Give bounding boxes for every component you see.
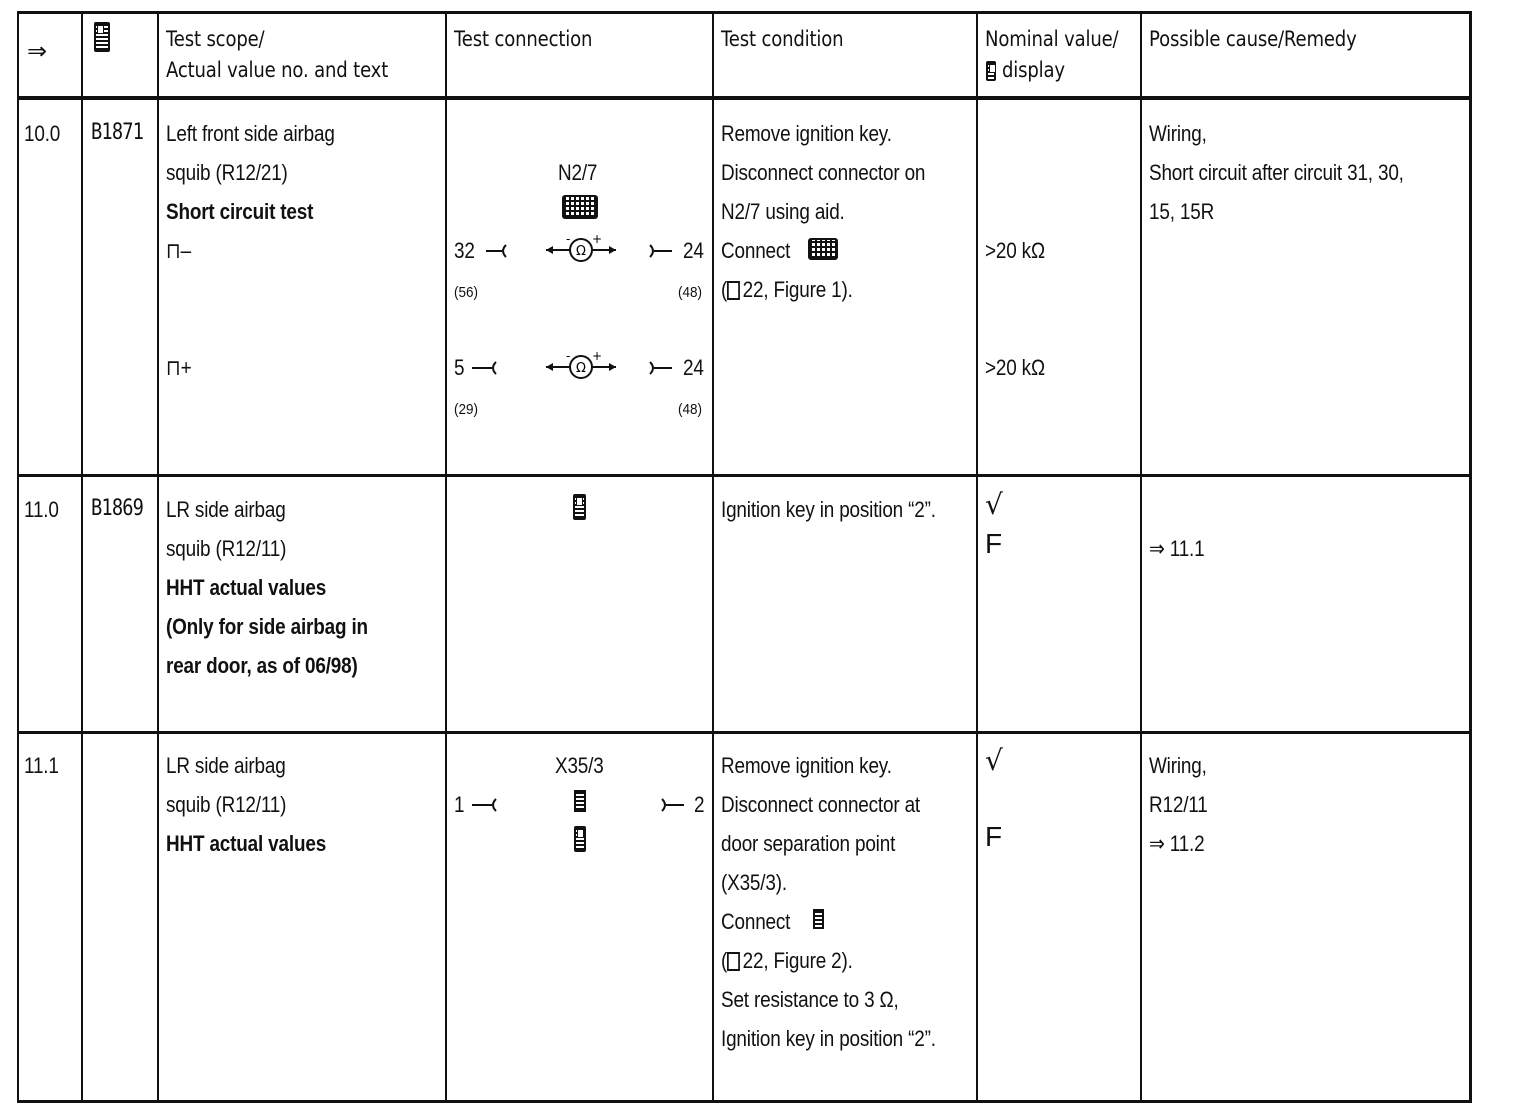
- fault-mark: F: [985, 821, 1003, 852]
- col-header-connection: Test connection: [454, 27, 593, 51]
- cause-text: Short circuit after circuit 31, 30,: [1149, 160, 1404, 185]
- condition-text: Ignition key in position “2”.: [721, 1026, 936, 1051]
- plug-left-icon: [470, 360, 502, 376]
- pin-left-sub: (56): [454, 284, 479, 301]
- svg-text:-: -: [566, 234, 571, 246]
- ohmmeter-icon: [544, 234, 618, 266]
- handheld-tester-icon: [94, 22, 110, 52]
- cause-text: ⇒ 11.2: [1149, 831, 1205, 856]
- plug-right-icon: [648, 243, 676, 259]
- arrow-icon: ⇒: [27, 37, 48, 65]
- svg-text:-: -: [566, 351, 571, 363]
- plug-left-icon: [484, 243, 512, 259]
- col-border: [1469, 11, 1472, 1103]
- condition-text: Remove ignition key.: [721, 753, 892, 778]
- pin-right-sub: (48): [678, 401, 703, 418]
- condition-text: door separation point: [721, 831, 896, 856]
- svg-text:Ω: Ω: [576, 361, 586, 376]
- contact-minus-symbol: ⊓–: [166, 238, 191, 263]
- scope-text: squib (R12/11): [166, 536, 287, 561]
- nominal-value: >20 kΩ: [985, 238, 1045, 263]
- nominal-value: >20 kΩ: [985, 355, 1045, 380]
- handheld-tester-icon: [573, 494, 586, 520]
- check-mark: √: [985, 488, 1003, 521]
- pin-left-sub: (29): [454, 401, 479, 418]
- cause-text: Wiring,: [1149, 753, 1207, 778]
- condition-ref: ( 22, Figure 2).: [721, 948, 853, 973]
- plug-right-icon: [660, 797, 688, 813]
- ohmmeter-icon: [544, 351, 618, 383]
- scope-text: LR side airbag: [166, 497, 286, 522]
- top-border: [17, 11, 1472, 14]
- adapter-icon: [813, 909, 824, 929]
- row-divider: [17, 474, 1472, 477]
- cause-text: ⇒ 11.1: [1149, 536, 1205, 561]
- handheld-tester-icon: [574, 826, 586, 852]
- condition-text: Remove ignition key.: [721, 121, 892, 146]
- pin-right: 24: [683, 355, 704, 380]
- col-header-cause: Possible cause/Remedy: [1149, 27, 1357, 51]
- scope-text: LR side airbag: [166, 753, 286, 778]
- scope-bold-text: HHT actual values: [166, 831, 327, 856]
- condition-text: Connect: [721, 238, 791, 263]
- fault-code: B1869: [91, 496, 144, 521]
- col-border: [81, 11, 83, 1103]
- condition-text: Disconnect connector on: [721, 160, 926, 185]
- col-header-nominal: Nominal value/: [985, 27, 1119, 51]
- pin-left: 32: [454, 238, 475, 263]
- col-header-scope-2: Actual value no. and text: [166, 58, 389, 82]
- pin-right-sub: (48): [678, 284, 703, 301]
- row-divider: [17, 731, 1472, 734]
- condition-text: Set resistance to 3 Ω,: [721, 987, 899, 1012]
- book-reference-icon: [727, 952, 740, 971]
- pin-right: 24: [683, 238, 704, 263]
- step-number: 11.0: [24, 497, 59, 522]
- step-number: 10.0: [24, 121, 61, 146]
- col-border: [157, 11, 159, 1103]
- svg-text:Ω: Ω: [576, 244, 586, 259]
- col-border: [712, 11, 714, 1103]
- col-header-scope: Test scope/: [166, 27, 265, 51]
- adapter-icon: [574, 790, 586, 812]
- fault-mark: F: [985, 528, 1003, 559]
- plug-left-icon: [470, 797, 502, 813]
- scope-text: squib (R12/21): [166, 160, 288, 185]
- col-header-nominal-2: display: [1002, 58, 1065, 82]
- col-border: [1140, 11, 1142, 1103]
- col-header-condition: Test condition: [721, 27, 844, 51]
- condition-text: Ignition key in position “2”.: [721, 497, 936, 522]
- col-border: [445, 11, 447, 1103]
- pin-left: 5: [454, 355, 465, 380]
- scope-text: Left front side airbag: [166, 121, 335, 146]
- cause-text: R12/11: [1149, 792, 1208, 817]
- condition-ref: ( 22, Figure 1).: [721, 277, 853, 302]
- header-divider: [17, 96, 1472, 100]
- connector-label: N2/7: [558, 160, 598, 185]
- cause-text: 15, 15R: [1149, 199, 1215, 224]
- col-border: [976, 11, 978, 1103]
- contact-plus-symbol: ⊓+: [166, 355, 192, 380]
- condition-text: N2/7 using aid.: [721, 199, 845, 224]
- scope-bold-text: (Only for side airbag in: [166, 614, 368, 639]
- scope-bold-text: HHT actual values: [166, 575, 327, 600]
- cause-text: Wiring,: [1149, 121, 1207, 146]
- fault-code: B1871: [91, 120, 144, 145]
- connector-label: X35/3: [555, 753, 604, 778]
- scope-bold-text: rear door, as of 06/98): [166, 653, 358, 678]
- condition-text: Connect: [721, 909, 791, 934]
- col-border: [17, 11, 19, 1103]
- scope-bold-text: Short circuit test: [166, 199, 314, 224]
- condition-text: (X35/3).: [721, 870, 787, 895]
- check-mark: √: [985, 744, 1003, 777]
- pin-left: 1: [454, 792, 465, 817]
- bottom-border: [17, 1100, 1472, 1103]
- condition-text: Disconnect connector at: [721, 792, 921, 817]
- book-reference-icon: [727, 281, 740, 300]
- plug-right-icon: [648, 360, 676, 376]
- scope-text: squib (R12/11): [166, 792, 287, 817]
- handheld-tester-icon: [986, 61, 996, 81]
- svg-text:+: +: [592, 234, 603, 246]
- step-number: 11.1: [24, 753, 59, 778]
- adapter-box-icon: [808, 238, 838, 260]
- pin-right: 2: [694, 792, 705, 817]
- svg-text:+: +: [592, 351, 603, 363]
- connector-icon: [562, 195, 598, 219]
